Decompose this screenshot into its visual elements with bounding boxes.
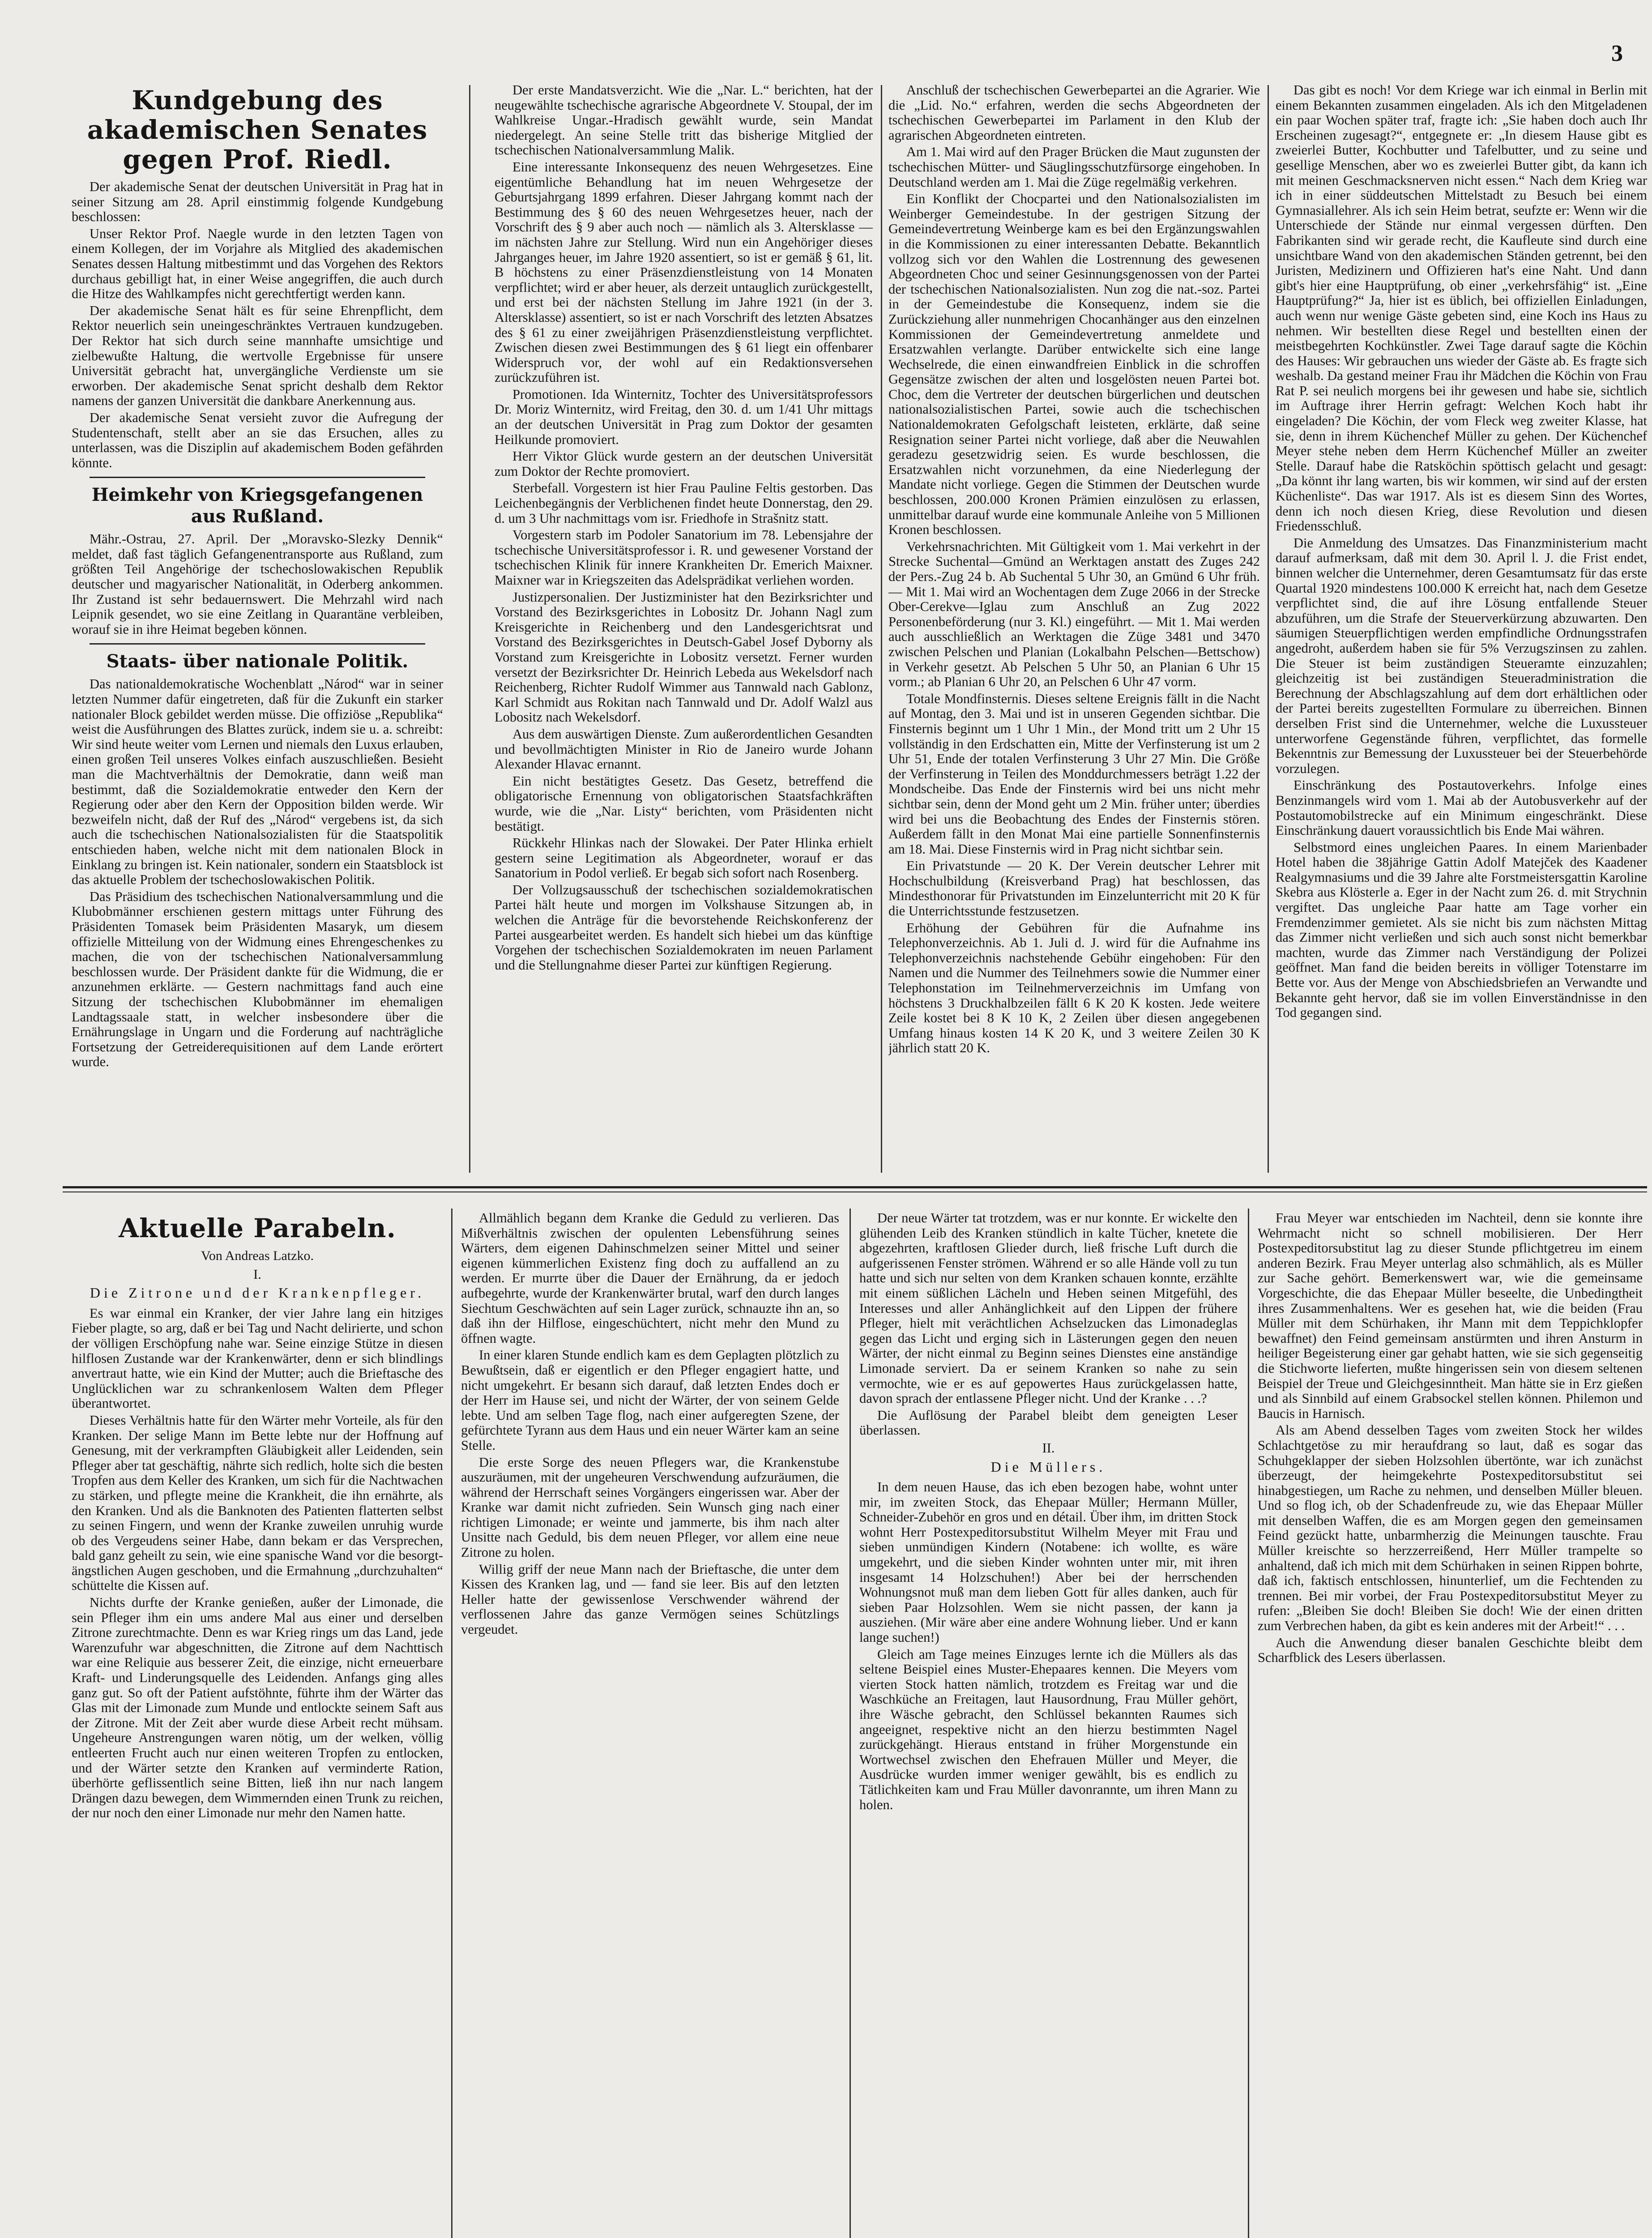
section-title: Die Müllers. [990,1458,1106,1475]
news-item: Totale Mondfinsternis. Dieses seltene Ereignis fällt in die Nacht auf Montag, den 3. Mai und ist in unseren Gegenden sichtbar. Die Finsternis beginnt um 1 Uhr 1 Min., der Mond tritt um 2 Uhr 15 vollständig in den Erdschatten ein, Mitte der Verfinsterung ist um 2 Uhr 51, Ende der totalen Verfinsterung 3 Uhr 27 Min. Die Größe der Verfinsterung in Teilen des Monddurchmessers beträgt 1.22 der Mondscheibe. Das Ende der Finsternis wird bei uns nicht mehr sichtbar sein, denn der Mond geht um 2 Min. früher unter; überdies wird bei uns die Beobachtung des Endes der Finsternis stören. Außerdem fällt in den Monat Mai eine partielle Sonnenfinsternis am 18. Mai. Diese Finsternis wird in Prag nicht sichtbar sein. [888,691,1260,857]
feuilleton-paragraph: Der neue Wärter tat trotzdem, was er nur konnte. Er wickelte den glühenden Leib des Kranken stündlich in kalte Tücher, knetete die abgezehrten, kraftlosen Glieder durch, ließ frische Luft durch die aufgerissenen Fenster strömen. Während er so alle Hände voll zu tun hatte und sich nur selten von dem Kranken schauen konnte, erzählte mit einem süßlichen Lächeln und Heben seinen Mitgefühl, des Interesses und aller Anhänglichkeit auf den Lippen der frühere Pfleger, hielt mit verächtlichen Achselzucken das Limonadeglas gegen das Licht und erging sich in Lästerungen gegen den neuen Wärter, der nicht einmal zu Beginn seines Dienstes eine anständige Limonade serviert. Da er seinem Kranken so nahe zu sein vermochte, wie er es auf gepowertes Haus zurückgelassen hatte, davon sprach der entlassene Pfleger nicht. Und der Kranke . . .? [859,1211,1238,1406]
feuilleton-paragraph: Frau Meyer war entschieden im Nachteil, denn sie konnte ihre Wehrmacht nicht so schnell mobilisieren. Der Herr Postexpeditorsubstitut lag zu dieser Stunde pflichtgetreu im einem anderen Bezirk. Frau Meyer unterlag also schmählich, als es Müller zur Sache gehört. Bemerkenswert war, wie die gemeinsame Vorgeschichte, die das Ehepaar Müller beseelte, die Unbedingtheit ihres Zusammenhaltens. Wer es gesehen hat, wie die beiden (Frau Müller mit dem Schürhaken, ihr Mann mit dem Teppichklopfer bewaffnet) den Feind gemeinsam anstürmten und ihren Ansturm in heiliger Begeisterung einer gar gehabt hatten, wie sie sich gegenseitig die Stichworte lieferten, mußte hingerissen sein von diesem seltenen Beispiel der Treue und Gleichgesinntheit. Man hätte sie in Erz gießen und als Sinnbild auf einem Grabsockel stellen können. Philemon und Baucis in Harnisch. [1258,1211,1643,1421]
feuilleton-paragraph: Allmählich begann dem Kranke die Geduld zu verlieren. Das Mißverhältnis zwischen der opulenten Lebensführung seines Wärters, dem eigenen Dahinschmelzen seiner Mittel und seiner eigenen kümmerlichen Existenz fing doch zu auffallend an zu werden. Er murrte über die Dauer der Ernährung, da er jedoch aufbegehrte, wurde der Krankenwärter brutal, warf den durch langes Siechtum Geschwächten auf sein Lager zurück, schnauzte ihn an, so daß ihn der Hilflose, eingeschüchtert, nicht mehr den Mund zu öffnen wagte. [461,1211,839,1346]
column-rule [469,85,470,1173]
article-paragraph: Der akademische Senat der deutschen Universität in Prag hat in seiner Sitzung am 28. April einstimmig folgende Kundgebung beschlossen: [72,179,443,225]
column-1 [72,83,443,1175]
feuilleton-paragraph: Es war einmal ein Kranker, der vier Jahre lang ein hitziges Fieber plagte, so arg, daß er bei Tag und Nacht delirierte, und schon der völligen Erschöpfung nahe war. Seine einzige Stütze in diesen hilflosen Zustande war der Krankenwärter, denn er sich blindlings anvertraut hatte, wie ein Kind der Mutter; auch die Brieftasche des Unglücklichen war zu schrankenlosem Walten dem Pfleger überantwortet. [72,1305,443,1411]
article-paragraph: Der akademische Senat versieht zuvor die Aufregung der Studentenschaft, stellt aber an sie das Ersuchen, alles zu unterlassen, was die Disziplin auf akademischem Boden gefährden könnte. [72,410,443,470]
news-item: Herr Viktor Glück wurde gestern an der deutschen Universität zum Doktor der Rechte promoviert. [495,448,873,479]
column-rule [1248,1209,1249,2238]
column-3 [888,83,1260,1175]
headline-kundgebung: Kundgebung des akademischen Senates gegen Prof. Riedl. [87,85,428,175]
page-number: 3 [1611,41,1623,66]
news-item: Einschränkung des Postautoverkehrs. Infolge eines Benzinmangels wird vom 1. Mai ab der Autobusverkehr auf der Postautomobilstrecke auf ein Minimum eingeschränkt. Diese Einschränkung dauert voraussichtlich bis Ende Mai währen. [1276,777,1647,838]
section-number: II. [1042,1440,1055,1456]
feuilleton-byline: Von Andreas Latzko. [201,1248,314,1263]
headline-staats: Staats- über nationale Politik. [106,651,409,672]
column-2 [495,83,873,1175]
feuilleton-paragraph: In dem neuen Hause, das ich eben bezogen habe, wohnt unter mir, im zweiten Stock, das Ehepaar Müller; Hermann Müller, Schneider-Zubehör en gros und en détail. Über ihm, im dritten Stock wohnt Herr Postexpeditorsubstitut Wilhelm Meyer mit Frau und sieben unmündigen Kindern (Notabene: ich wollte, es wäre umgekehrt, und die sieben Kinder wohnten unter mir, mit ihren insgesamt 14 Holzschuhen!) Aber bei der herrschenden Wohnungsnot muß man dem lieben Gott für alles danken, auch für sieben Paar Holzsohlen. Wem sie nicht passen, der kann ja ausziehen. (Mir wäre aber eine andere Wohnung lieber. Und er kann lange suchen!) [859,1479,1238,1645]
article-separator [90,477,425,478]
feuilleton-column-2 [461,1211,839,2238]
news-item: Justizpersonalien. Der Justizminister hat den Bezirksrichter und Vorstand des Bezirksgerichtes in Lobositz Dr. Johann Nagl zum Kreisgerichte in Reichenberg und den Landesgerichtsrat und Vorstand des Bezirksgerichtes in Deutsch-Gabel Josef Dyborny als Vorstand zum Kreisgerichte in Lobositz versetzt. Ferner wurden versetzt der Bezirksrichter Dr. Heinrich Lebeda aus Wekelsdorf nach Reichenberg, Richter Rudolf Wimmer aus Tannwald nach Gablonz, Karl Schmidt aus Rokitan nach Tannwald und Dr. Adolf Walzl aus Lobositz nach Wekelsdorf. [495,589,873,725]
news-item: Sterbefall. Vorgestern ist hier Frau Pauline Feltis gestorben. Das Leichenbegängnis der Verblichenen findet heute Donnerstag, den 29. d. um 3 Uhr nachmittags vom isr. Friedhofe in Strašnitz statt. [495,480,873,526]
section-number: I. [253,1266,261,1282]
feuilleton-paragraph: Dieses Verhältnis hatte für den Wärter mehr Vorteile, als für den Kranken. Der selige Mann im Bette lebte nur der Hoffnung auf Genesung, mit der verkrampften Gläubigkeit aller Leidenden, sein Pfleger aber tat geschäftig, nährte sich redlich, holte sich die besten Tropfen aus dem Keller des Kranken, um sich für die Nachtwachen zu stärken, und pflegte meine die Krankheit, die ihn ernährte, als den Kranken. Und als die Banknoten des Patienten flatterten selbst zu seinen Fingern, und wenn der Kranke zuweilen unruhig wurde ob des Vergeudens seiner Habe, dann bekam er das Versprechen, bald ganz geheilt zu sein, wie eine spanische Wand vor die besorgt-ängstlichen Augen geschoben, und die Ermahnung „durchzuhalten“ schüttelte die Kissen auf. [72,1412,443,1593]
feuilleton-title: Aktuelle Parabeln. [119,1213,396,1243]
article-paragraph: Der akademische Senat hält es für seine Ehrenpflicht, dem Rektor neuerlich sein uneingeschränktes Vertrauen kundzugeben. Der Rektor hat sich durch seine mannhafte umsichtige und zielbewußte Haltung, die wertvolle Ergebnisse für unsere Universität gebracht hat, unvergängliche Verdienste um sie erworben. Der akademische Senat spricht deshalb dem Rektor namens der ganzen Universität die dankbare Anerkennung aus. [72,303,443,409]
feuilleton-paragraph: Gleich am Tage meines Einzuges lernte ich die Müllers als das seltene Beispiel eines Muster-Ehepaares kennen. Die Meyers vom vierten Stock hatten nämlich, trotzdem es Freitag war und die Waschküche an Freitagen, laut Hausordnung, Frau Müller gehört, ihre Wäsche gebracht, den Schlüssel bekannten Raumes sich angeeignet, respektive nicht an den hierzu bestimmten Nagel zurückgehängt. Hieraus entstand in früher Morgenstunde ein Wortwechsel zwischen den Ehefrauen Müller und Meyer, die Ausdrücke wurden immer weniger gewählt, bis es endlich zu Tätlichkeiten kam und Frau Müller davonrannte, um ihren Mann zu holen. [859,1646,1238,1812]
news-item: Aus dem auswärtigen Dienste. Zum außerordentlichen Gesandten und bevollmächtigten Minister in Rio de Janeiro wurde Johann Alexander Hlavac ernannt. [495,726,873,772]
news-item: Das gibt es noch! Vor dem Kriege war ich einmal in Berlin mit einem Bekannten zusammen eingeladen. Als ich den Mitgeladenen ein paar Wochen später traf, fragte ich: „Sie haben doch auch Ihr Erscheinen zugesagt?“, entgegnete er: „In diesem Hause gibt es zweierlei Butter, Kochbutter und Tafelbutter, und zu seine und gesellige Menschen, aber wo es zweierlei Butter gibt, da kann ich mit meinen Geschmacksnerven nicht essen.“ Nach dem Krieg war ich in einer süddeutschen Mittelstadt zu Besuch bei einem Gymnasiallehrer. Als ich sein Heim betrat, seufzte er: Wenn wir die Unterschiede der Stände nur einmal vergessen dürften. Den Fabrikanten sind wir gerade recht, die Kaufleute sind durch eine unsichtbare Wand von den akademischen Ständen getrennt, bei den Juristen, Medizinern und Offizieren hat's eine Naht. Und dann gibt's hier eine Hauptprüfung, ob einer „verkehrsfähig“ ist. „Eine Hauptprüfung?“ Ja, hier ist es üblich, bei offiziellen Einladungen, auch wenn nur wenige Gäste gebeten sind, eine Koch ins Haus zu nehmen. Wir bestellten diese Regel und bestellten einen der meistbegehrten Kochkünstler. Zwei Tage darauf sagte die Köchin des Hauses: Wir gebrauchen uns wieder der Gäste ab. Es fragte sich weshalb. Da gestand meiner Frau ihr Mädchen die Köchin von Frau Rat P. sei neulich morgens bei ihr gewesen und habe sie, sichtlich im Auftrage ihrer Herrin gefragt: Welchen Koch habt ihr eingeladen? Die Köchin, der vom Fleck weg zweiter Klasse, hat sie, denn in ihrem Küchenchef Müller zu gehen. Der Küchenchef Meyer stehe neben dem Herrn Küchenchef Müller an zweiter Stelle. Darauf habe die Ratsköchin spöttisch gelacht und gesagt: „Da könnt ihr lang warten, bis wir kommen, wir sind auf der ersten Küchenliste“. Das war 1917. Als ist es diesem Sinn des Wortes, denn ich noch diesen Krieg, diese Revolution und diesen Friedensschluß. [1276,83,1647,534]
column-rule [881,85,882,1173]
feuilleton-column-4 [1258,1211,1643,2238]
feuilleton-column-1 [72,1211,443,2238]
news-item: Eine interessante Inkonsequenz des neuen Wehrgesetzes. Eine eigentümliche Behandlung hat im neuen Wehrgesetze der Geburtsjahrgang 1899 erfahren. Dieser Jahrgang kommt nach der Bestimmung des § 60 des neuen Wehrgesetzes heuer, nach der Vorschrift des § 9 aber auch noch — nämlich als 3. Altersklasse — im nächsten Jahre zur Stellung. Wird nun ein Angehöriger dieses Jahrganges heuer, im Jahre 1920 assentiert, so ist er gemäß § 61, lit. B höchstens zu einer Präsenzdienstleistung von 14 Monaten verpflichtet; wird er aber heuer, als derzeit untauglich zurückgestellt, und erst bei der nächsten Stellung im Jahre 1921 (in der 3. Altersklasse) assentiert, so ist er nach Vorschrift des letzten Absatzes des § 61 zu einer zweijährigen Präsenzdienstleistung verpflichtet. Zwischen diesen zwei Bestimmungen des § 61 liegt ein offenbarer Widerspruch vor, der wohl auf ein Redaktionsversehen zurückzuführen ist. [495,159,873,385]
news-item: Ein nicht bestätigtes Gesetz. Das Gesetz, betreffend die obligatorische Ernennung von obligatorischen Staatsfachkräften wurde, wie die „Nar. Listy“ berichten, vom Präsidenten nicht bestätigt. [495,773,873,834]
news-item: Erhöhung der Gebühren für die Aufnahme ins Telephonverzeichnis. Ab 1. Juli d. J. wird für die Aufnahme ins Telephonverzeichnis nachstehende Gebühr eingehoben: Für den Namen und die Nummer des Teilnehmers sowie die Nummer einer Telephonstation im Teilnehmerverzeichnis im Umfang von höchstens 3 Druckhalbzeilen fällt 6 K 20 K kosten. Jede weitere Zeile kostet bei 8 K 10 K, 2 Zeilen über diesen angegebenen Umfang hinaus kosten 14 K 20 K, und 3 weitere Zeilen 30 K jährlich statt 20 K. [888,920,1260,1056]
feuilleton-column-3 [859,1211,1238,2238]
news-item: Am 1. Mai wird auf den Prager Brücken die Maut zugunsten der tschechischen Mütter- und Säuglingsschutzfürsorge eingehoben. In Deutschland werden am 1. Mai die Züge regelmäßig verkehren. [888,144,1260,190]
feuilleton-paragraph: Als am Abend desselben Tages vom zweiten Stock her wildes Schlachtgetöse zu mir heraufdrang so laut, daß es sogar das Schuhgeklapper der sieben Holzsohlen übertönte, war ich zunächst überzeugt, der heimgekehrte Postexpeditorsubstitut sei hinabgestiegen, um Rache zu nehmen, und denselben Müller bleuen. Und so flog ich, ob der Schadenfreude zu, wie das Ehepaar Müller mit denselben Waffen, die es am Morgen gegen den gemeinsamen Feind gezückt hatte, unbarmherzig die Meinungen tauschte. Frau Müller kreischte so herzzerreißend, Herr Müller trampelte so anhaltend, daß ich mich mit dem Schürhaken in seinen Rippen bohrte, daß ich, faktisch entschlossen, hinunterlief, um die Fechtenden zu trennen. Bei mir vorbei, der Frau Postexpeditorsubstitut Meyer zu rufen: „Bleiben Sie doch! Bleiben Sie doch! Wie der einen dritten zum Verbrechen haben, da gibt es kein anderes mit der Arbeit!“ . . . [1258,1422,1643,1634]
news-item: Vorgestern starb im Podoler Sanatorium im 78. Lebensjahre der tschechische Universitätsprofessor i. R. und gewesener Vorstand der tschechischen Klinik für innere Krankheiten Dr. Emerich Maixner. Maixner war in Kriegszeiten das Adelsprädikat verliehen worden. [495,527,873,588]
feuilleton-paragraph: Die erste Sorge des neuen Pflegers war, die Krankenstube auszuräumen, mit der ungeheuren Verschwendung aufzuräumen, die während der Herrschaft seines Vorgängers eingerissen war. Aber der Kranke war damit nicht zufrieden. Sein Wunsch ging nach einer richtigen Limonade; er weinte und jammerte, bis ihm nach alter Unsitte nach Geduld, bis dem neuen Pfleger, vor allem eine neue Zitrone zu holen. [461,1454,839,1560]
feuilleton-paragraph: Nichts durfte der Kranke genießen, außer der Limonade, die sein Pfleger ihm ein ums andere Mal aus einer und derselben Zitrone zurechtmachte. Denn es war Krieg rings um das Land, jede Warenzufuhr war abgeschnitten, die Zitrone auf dem Nachttisch war eine Reliquie aus besserer Zeit, die einzige, nicht erneuerbare Kraft- und Linderungsquelle des Leidenden. Anfangs ging alles ganz gut. So oft der Patient aufstöhnte, führte ihm der Wärter das Glas mit der Limonade zum Munde und entlockte seinem Saft aus der Zitrone. Mit der Zeit aber wurde diese Arbeit recht mühsam. Ungeheure Anstrengungen waren nötig, um der welken, völlig entleerten Frucht auch nur einen weiteren Tropfen zu entlocken, und der Wärter setzte den Kranken auf verminderte Ration, überhörte geflissentlich seine Bitten, ließ ihn nur nach langem Drängen dazu bewegen, dem Wimmernden einen Trunk zu reichen, der nur noch den einer Limonade nur mehr den Namen hatte. [72,1595,443,1821]
column-rule [849,1209,851,2238]
column-rule [451,1209,452,2238]
news-item: Der erste Mandatsverzicht. Wie die „Nar. L.“ berichten, hat der neugewählte tschechische agrarische Abgeordnete V. Stoupal, der im Wahlkreise Ungar.-Hradisch gewählt wurde, sein Mandat niedergelegt. An seine Stelle tritt das bisherige Mitglied der tschechischen Nationalversammlung Malik. [495,83,873,158]
news-item: Promotionen. Ida Winternitz, Tochter des Universitätsprofessors Dr. Moriz Winternitz, wird Freitag, den 30. d. um 1/41 Uhr mittags an der deutschen Universität in Prag zum Doktor der gesamten Heilkunde promoviert. [495,386,873,447]
column-4 [1276,83,1647,1175]
section-title: Die Zitrone und der Krankenpfleger. [90,1285,425,1301]
news-item: Rückkehr Hlinkas nach der Slowakei. Der Pater Hlinka erhielt gestern seine Legitimation als Abgeordneter, worauf er das Sanatorium in Podol verließ. Er begab sich sofort nach Rosenberg. [495,835,873,881]
article-paragraph: Das Präsidium des tschechischen Nationalversammlung und die Klubobmänner erschienen gestern mittags unter Führung des Präsidenten Tomasek beim Präsidenten Masaryk, um diesem offizielle Mitteilung von der Widmung eines Ehrengeschenkes zu machen, die von der tschechischen Nationalversammlung beschlossen wurde. Der Präsident dankte für die Widmung, die er anzunehmen erklärte. — Gestern nachmittags fand auch eine Sitzung der tschechischen Klubobmänner im ehemaligen Landtagssaale statt, in welcher insbesondere über die Ernährungslage in Ungarn und die Forderung auf nachträgliche Fortsetzung der Getreiderequisitionen auf dem Lande erörtert wurde. [72,888,443,1070]
article-separator [90,643,425,645]
headline-heimkehr: Heimkehr von Kriegsgefangenen aus Rußland. [91,484,423,527]
article-paragraph: Das nationaldemokratische Wochenblatt „Národ“ war in seiner letzten Nummer dafür eingetreten, daß für die Zukunft ein starker nationaler Block gebildet werden müsse. Die offiziöse „Republika“ weist die Ausführungen des Blattes zurück, indem sie u. a. schreibt: Wir sind heute weiter vom Lernen und niemals den Luxus erlauben, einen großen Teil unseres Volkes einfach auszuschließen. Besieht man die Machtverhältnis der Demokratie, dann weiß man bestimmt, daß die Sozialdemokratie entweder den Kern der Regierung oder aber den Kern der Opposition bilden werde. Wir bezweifeln nicht, daß der Ruf des „Národ“ vergebens ist, da sich auch die tschechischen Nationalsozialisten für die Staatspolitik entschieden haben, welche nicht mit dem nationalen Block in Einklang zu bringen ist. Kein nationaler, sondern ein Staatsblock ist das aktuelle Problem der tschechoslowakischen Politik. [72,676,443,888]
feuilleton-paragraph: In einer klaren Stunde endlich kam es dem Geplagten plötzlich zu Bewußtsein, daß er eigentlich er den Pfleger engagiert hatte, und nicht umgekehrt. Er besann sich darauf, daß letzten Endes doch er der Herr im Hause sei, und nicht der Wärter, der von seinem Gelde lebte. Und am selben Tage flog, nach einer aufgeregten Szene, der gefürchtete Tyrann aus dem Haus und ein neuer Wärter kam an seine Stelle. [461,1347,839,1453]
news-item: Die Anmeldung des Umsatzes. Das Finanzministerium macht darauf aufmerksam, daß mit dem 30. April l. J. die Frist endet, binnen welcher die Unternehmer, deren Gesamtumsatz für das erste Quartal 1920 mindestens 100.000 K erreicht hat, nach dem Gesetze verpflichtet sind, die auf ihre Lösung entfallende Steuer abzuführen, um die Strafe der Steuerverkürzung abzuwarten. Den säumigen Steuerpflichtigen werden empfindliche Ordnungsstrafen angedroht, außerdem haben sie für 5% Verzugszinsen zu zahlen. Die Steuer ist beim zuständigen Steueramte einzuzahlen; gleichzeitig ist bei zuständigen Steueradministration die Berechnung der Abschlagszahlung auf dem dort erhältlichen oder der Partei bereits zugestellten Formulare zu überreichen. Binnen derselben Frist sind die Unternehmer, welche die Luxussteuer unterworfene Gegenstände führen, verpflichtet, das formelle Bekenntnis zur Bemessung der Luxussteuer bei der Steuerbehörde vorzulegen. [1276,535,1647,776]
news-item: Selbstmord eines ungleichen Paares. In einem Marienbader Hotel haben die 38jährige Gattin Adolf Matejček des Kaadener Realgymnasiums und die 39 Jahre alte Forstmeistersgattin Karoline Skebra aus Klösterle a. Eger in der Nacht zum 26. d. mit Strychnin vergiftet. Das ungleiche Paar hatte am Tage vorher ein Fremdenzimmer gemietet. Als sie nicht bis zum nächsten Mittag das Zimmer nicht verließen und sich auch sonst nicht bemerkbar machten, wurde das Zimmer nach Verständigung der Polizei geöffnet. Man fand die beiden bereits in völliger Totenstarre im Bette vor. Aus der Menge von Abschiedsbriefen an Verwandte und Bekannte geht hervor, daß sie im vollen Einverständnisse in den Tod gegangen sind. [1276,839,1647,1021]
feuilleton-paragraph: Willig griff der neue Mann nach der Brieftasche, die unter dem Kissen des Kranken lag, und — fand sie leer. Bis auf den letzten Heller hatte der gewissenlose Verschwender während der verflossenen Jahre das ganze Vermögen seines Schützlings vergeudet. [461,1561,839,1637]
news-item: Anschluß der tschechischen Gewerbepartei an die Agrarier. Wie die „Lid. No.“ erfahren, werden die sechs Abgeordneten der tschechischen Gewerbepartei im Parlament in den Klub der agrarischen Abgeordneten eintreten. [888,83,1260,143]
news-item: Ein Konflikt der Chocpartei und den Nationalsozialisten im Weinberger Gemeindestube. In der gestrigen Sitzung der Gemeindevertretung Weinberge kam es bei den Ergänzungswahlen in die Kommissionen zu einer interessanten Debatte. Bekanntlich vollzog sich vor den Wahlen die Lostrennung des gewesenen Abgeordneten Choc und seiner Gesinnungsgenossen von der Partei der tschechischen Nationalsozialisten. Nun zog die nat.-soz. Partei in der Gemeindestube die Konsequenz, indem sie die Zurückziehung aller nunmehrigen Chocanhänger aus den einzelnen Kommissionen der Gemeindevertretung anmeldete und Ersatzwahlen verlangte. Darüber entwickelte sich eine lange Wechselrede, die einen einwandfreien Einblick in die schroffen Gegensätze zwischen der alten und losgelösten neuen Partei bot. Choc, dem die Vertreter der deutschen bürgerlichen und deutschen nationalsozialistischen Partei, sowie auch die tschechischen Nationaldemokraten Gefolgschaft leisteten, erklärte, daß seine Resignation seiner Partei nicht vorliege, daß aber die Neuwahlen geradezu gesetzwidrig seien. Es wurde beschlossen, die Ersatzwahlen nicht vorzunehmen, da eine Niederlegung der Mandate nicht vorliege. Gegen die Stimmen der Deutschen wurde beschlossen, 200.000 Kronen Prämien einzulösen zu erlassen, unmittelbar darauf wurde eine kommunale Anleihe von 5 Millionen Kronen beschlossen. [888,191,1260,538]
article-paragraph: Unser Rektor Prof. Naegle wurde in den letzten Tagen von einem Kollegen, der im Vorjahre als Mitglied des akademischen Senates dessen Haltung mitbestimmt und das Vorgehen des Rektors durchaus gebilligt hat, in einer Weise angegriffen, die auch durch die Hitze des Wahlkampfes nicht gerechtfertigt werden kann. [72,226,443,302]
news-item: Ein Privatstunde — 20 K. Der Verein deutscher Lehrer mit Hochschulbildung (Kreisverband Prag) hat beschlossen, das Mindesthonorar für Privatstunden im Einzelunterricht mit 20 K für die Unterrichtsstunde festzusetzen. [888,858,1260,919]
news-item: Verkehrsnachrichten. Mit Gültigkeit vom 1. Mai verkehrt in der Strecke Suchental—Gmünd an Werktagen anstatt des Zuges 242 der Pers.-Zug 24 b. Ab Suchental 5 Uhr 30, an Gmünd 6 Uhr früh. — Mit 1. Mai wird an Wochentagen dem Zuge 2066 in der Strecke Ober-Cerekve—Iglau zum Anschluß an Zug 2022 Personenbeförderung (nur 3. Kl.) eingeführt. — Mit 1. Mai werden auch ausschließlich an Werktagen die Züge 3481 und 3470 zwischen Pelschen und Planian (Lokalbahn Pelschen—Bettschow) in Verkehr gesetzt. Ab Pelschen 5 Uhr 50, an Planian 6 Uhr 15 vorm.; ab Planian 6 Uhr 20, an Pelschen 6 Uhr 47 vorm. [888,538,1260,690]
feuilleton-paragraph: Die Auflösung der Parabel bleibt dem geneigten Leser überlassen. [859,1407,1238,1438]
article-paragraph: Mähr.-Ostrau, 27. April. Der „Moravsko-Slezky Dennik“ meldet, daß fast täglich Gefangenentransporte aus Rußland, zum größten Teil Angehörige der tschechoslowakischen Republik deutscher und magyarischer Nationalität, in Oderberg ankommen. Ihr Zustand ist sehr bedauernswert. Die Mehrzahl wird nach Leipnik gesendet, wo sie eine Zeitlang in Quarantäne verbleiben, worauf sie in ihre Heimat begeben können. [72,531,443,637]
news-item: Der Vollzugsausschuß der tschechischen sozialdemokratischen Partei hält heute und morgen im Volkshause Sitzungen ab, in welchen die Anträge für die bevorstehende Reichskonferenz der Partei ausgearbeitet werden. Es handelt sich hiebei um das künftige Vorgehen der tschechischen Sozialdemokraten im neuen Parlament und die Stellungnahme dieser Partei zur künftigen Regierung. [495,882,873,973]
feuilleton-divider [63,1186,1647,1188]
feuilleton-paragraph: Auch die Anwendung dieser banalen Geschichte bleibt dem Scharfblick des Lesers überlassen. [1258,1635,1643,1666]
column-rule [1268,85,1269,1173]
